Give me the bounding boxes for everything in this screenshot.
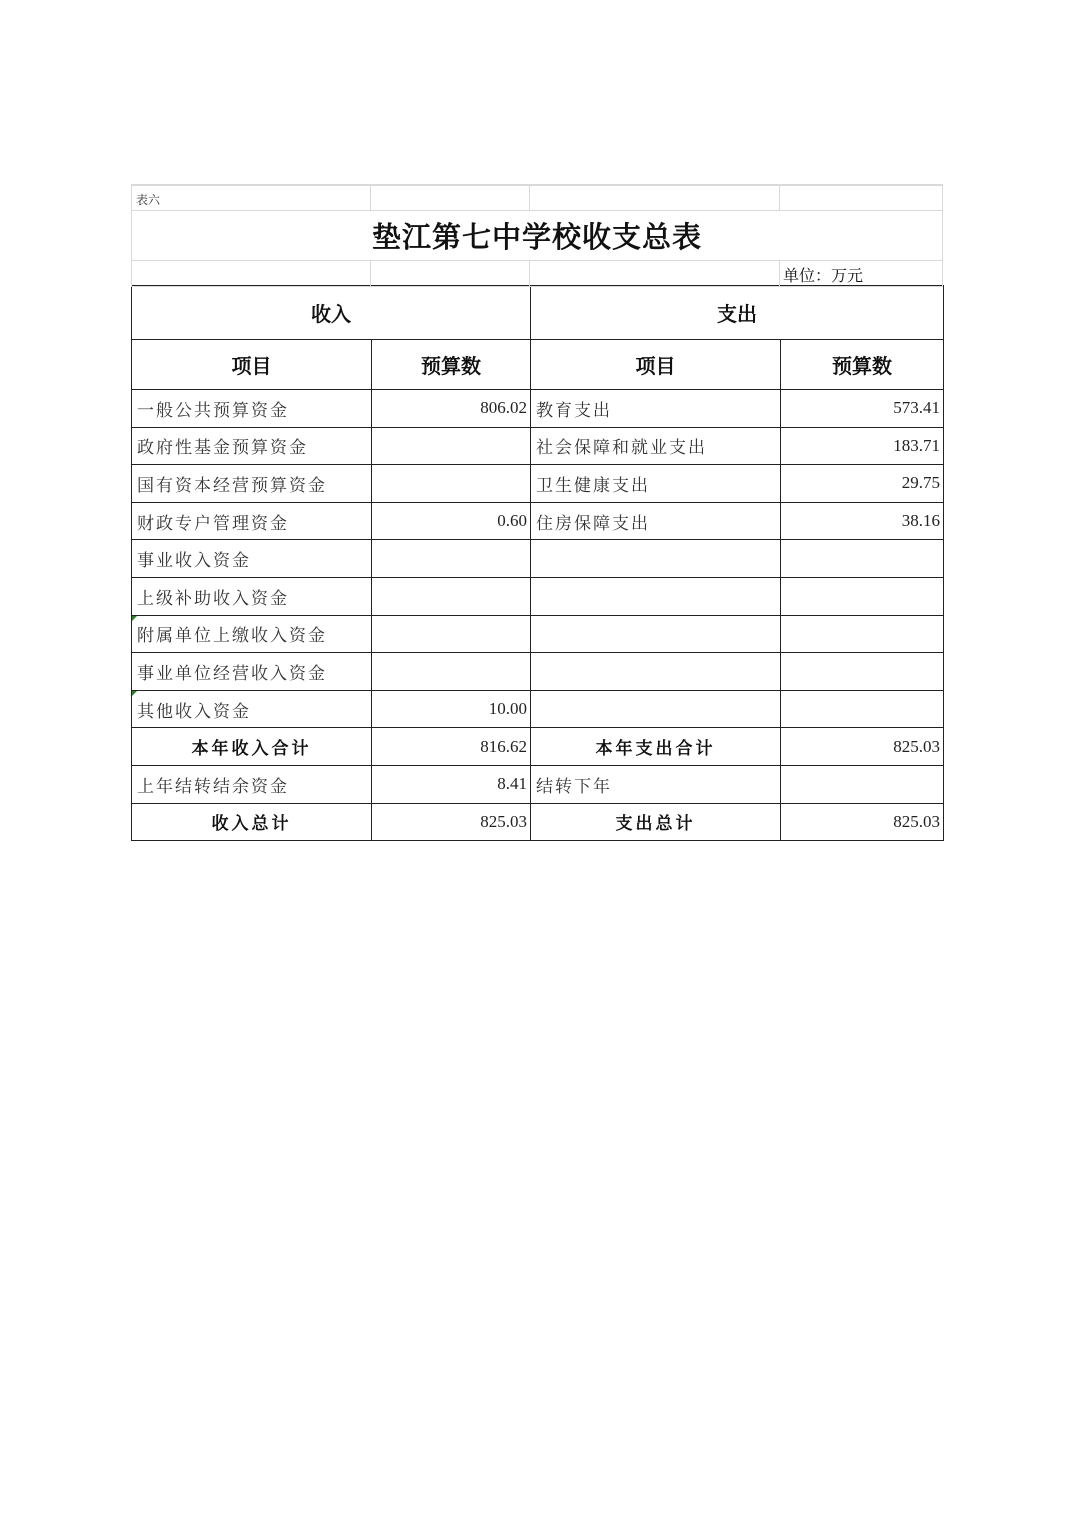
- income-year-total-label: 本年收入合计: [132, 728, 372, 766]
- carry-row: [132, 765, 944, 803]
- income-value: [372, 653, 531, 691]
- sheet-tag: 表六: [136, 193, 161, 207]
- income-label: 附属单位上缴收入资金: [132, 615, 372, 653]
- income-value: [372, 577, 531, 615]
- expense-value: 29.75: [781, 465, 944, 503]
- carry-in-label: 上年结转结余资金: [132, 765, 372, 803]
- grand-total-row: [132, 803, 944, 841]
- budget-sheet: [131, 184, 943, 841]
- income-label: 一般公共预算资金: [132, 390, 372, 428]
- income-value: [372, 465, 531, 503]
- expense-value: 38.16: [781, 502, 944, 540]
- expense-label: [531, 577, 781, 615]
- expense-item-header: 项目: [531, 340, 781, 390]
- table-row: [132, 502, 944, 540]
- expense-value: [781, 577, 944, 615]
- expense-value: [781, 690, 944, 728]
- expense-label: 教育支出: [531, 390, 781, 428]
- sheet-tag-row: [131, 184, 943, 211]
- budget-table: [131, 285, 944, 841]
- income-label: 国有资本经营预算资金: [132, 465, 372, 503]
- table-row: [132, 540, 944, 578]
- expense-year-total-value: 825.03: [781, 728, 944, 766]
- carry-out-label: 结转下年: [531, 765, 781, 803]
- income-value: [372, 427, 531, 465]
- expense-label: [531, 653, 781, 691]
- expense-label: 卫生健康支出: [531, 465, 781, 503]
- income-header: 收入: [132, 286, 531, 340]
- table-row: [132, 615, 944, 653]
- table-row: [132, 653, 944, 691]
- income-value: 0.60: [372, 502, 531, 540]
- column-header-row: [132, 340, 944, 390]
- section-header-row: [132, 286, 944, 340]
- expense-value: 573.41: [781, 390, 944, 428]
- expense-header: 支出: [531, 286, 944, 340]
- expense-value: [781, 615, 944, 653]
- expense-label: 社会保障和就业支出: [531, 427, 781, 465]
- income-grand-total-label: 收入总计: [132, 803, 372, 841]
- expense-value: [781, 653, 944, 691]
- expense-grand-total-label: 支出总计: [531, 803, 781, 841]
- unit-row: [131, 261, 943, 285]
- title-row: [131, 211, 943, 261]
- expense-value: [781, 540, 944, 578]
- income-label: 上级补助收入资金: [132, 577, 372, 615]
- expense-grand-total-value: 825.03: [781, 803, 944, 841]
- expense-label: [531, 690, 781, 728]
- income-label: 其他收入资金: [132, 690, 372, 728]
- expense-label: 住房保障支出: [531, 502, 781, 540]
- income-label: 事业收入资金: [132, 540, 372, 578]
- income-value: [372, 540, 531, 578]
- page-title: 垫江第七中学校收支总表: [371, 220, 702, 254]
- income-label: 政府性基金预算资金: [132, 427, 372, 465]
- income-label: 财政专户管理资金: [132, 502, 372, 540]
- income-budget-header: 预算数: [372, 340, 531, 390]
- table-row: [132, 465, 944, 503]
- expense-label: [531, 540, 781, 578]
- unit-label: 单位：万元: [783, 266, 864, 285]
- expense-value: 183.71: [781, 427, 944, 465]
- table-row: [132, 690, 944, 728]
- table-row: [132, 390, 944, 428]
- income-grand-total-value: 825.03: [372, 803, 531, 841]
- income-value: 10.00: [372, 690, 531, 728]
- sheet-tag-cell: [131, 185, 371, 211]
- income-item-header: 项目: [132, 340, 372, 390]
- carry-in-value: 8.41: [372, 765, 531, 803]
- year-total-row: [132, 728, 944, 766]
- table-row: [132, 577, 944, 615]
- table-row: [132, 427, 944, 465]
- expense-budget-header: 预算数: [781, 340, 944, 390]
- income-value: 806.02: [372, 390, 531, 428]
- expense-year-total-label: 本年支出合计: [531, 728, 781, 766]
- income-value: [372, 615, 531, 653]
- income-label: 事业单位经营收入资金: [132, 653, 372, 691]
- income-year-total-value: 816.62: [372, 728, 531, 766]
- expense-label: [531, 615, 781, 653]
- carry-out-value: [781, 765, 944, 803]
